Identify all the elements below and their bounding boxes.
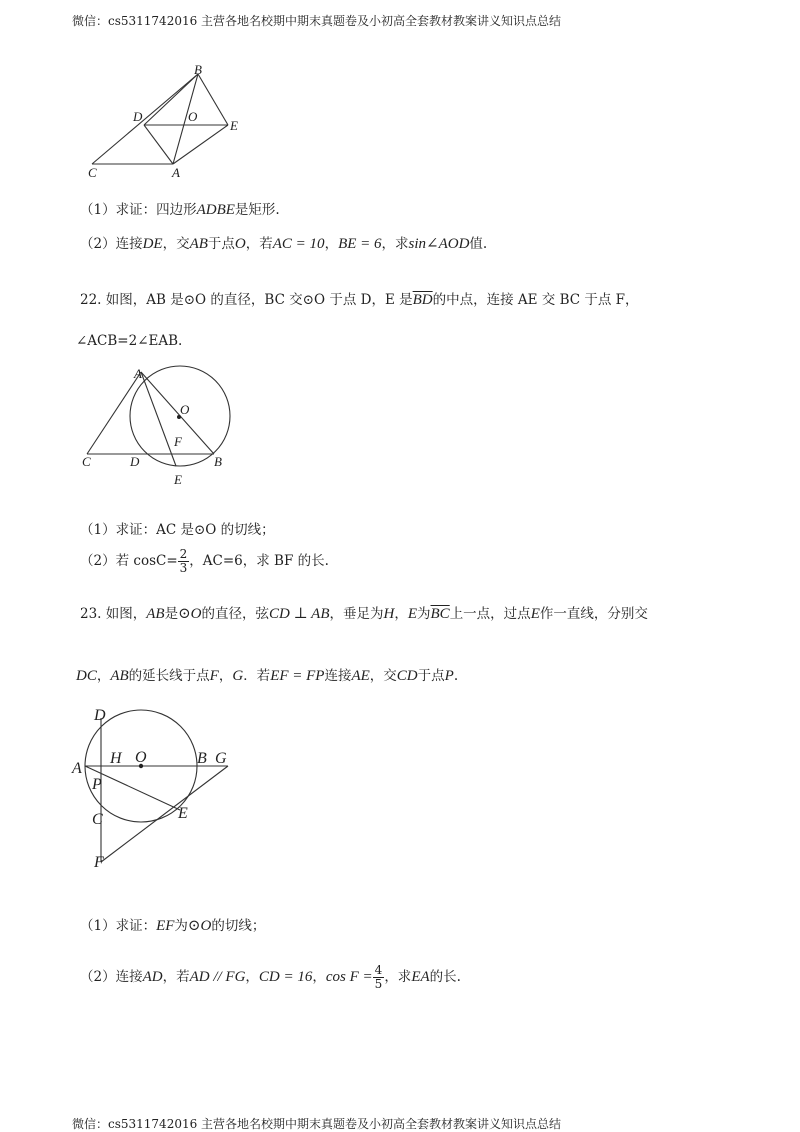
fig1-label-A: A — [172, 165, 180, 180]
fig3-label-H: H — [110, 750, 122, 767]
fig3-label-D: D — [94, 707, 106, 724]
fig1-label-E: E — [230, 118, 238, 133]
fig3-label-E: E — [178, 805, 188, 822]
fig1-label-C: C — [88, 165, 97, 180]
q23-stem-line2: DC，AB的延长线于点F，G．若EF = FP连接AE，交CD于点P. — [76, 668, 459, 684]
figure-circle-triangle — [80, 360, 250, 490]
fig2-label-D: D — [130, 454, 140, 469]
fig2-label-C: C — [82, 454, 91, 469]
q22-part2: （2）若 cosC= $\frac{2}{3}$ ，AC=6，求 BF 的长. — [80, 547, 329, 575]
fig3-label-P: P — [92, 776, 102, 793]
fig3-label-A: A — [72, 760, 82, 777]
figure-circle-tangent — [68, 700, 248, 880]
fig3-label-C: C — [92, 811, 103, 828]
q22-stem-line1: 22. 如图，AB 是⊙O 的直径，BC 交⊙O 于点 D，E 是$\overline{BD}$的中点，连接 AE 交 BC 于点 F， — [80, 292, 639, 308]
fig2-label-F: F — [174, 434, 182, 449]
q23-part2: （2）连接AD，若AD // FG，CD = 16，cos F = $\frac{4}{5}$ ，求EA的长. — [80, 963, 461, 991]
q22-fraction: $\frac{2}{3}$ — [179, 547, 188, 575]
q22-stem-line2: ∠ACB=2∠EAB. — [76, 333, 183, 349]
fig2-label-O: O — [180, 402, 190, 417]
figure-quadrilateral — [80, 64, 260, 184]
q23-fraction: $\frac{4}{5}$ — [374, 963, 383, 991]
fig2-label-A: A — [134, 366, 142, 381]
q23-part1: （1）求证：EF为⊙O的切线； — [80, 918, 266, 934]
fig2-label-E: E — [174, 472, 182, 487]
q21-part1: （1）求证：四边形ADBE是矩形. — [80, 202, 280, 218]
fig3-label-F: F — [94, 854, 104, 871]
fig3-label-G: G — [215, 750, 227, 767]
fig1-label-O: O — [188, 109, 198, 124]
fig2-label-B: B — [214, 454, 222, 469]
page-footer: 微信：cs5311742016 主营各地名校期中期末真题卷及小初高全套教材教案讲义知识点总结 — [72, 1117, 562, 1131]
q23-stem-line1: 23. 如图，AB是⊙O的直径，弦CD ⊥ AB，垂足为H，E为$\overline{BC}$上一点，过点E作一直线，分别交 — [80, 606, 648, 622]
q22-part1: （1）求证：AC 是⊙O 的切线； — [80, 522, 275, 538]
fig1-label-B: B — [194, 64, 202, 77]
q21-part2: （2）连接DE，交AB于点O，若AC = 10，BE = 6，求sin∠AOD值. — [80, 236, 488, 252]
page-header: 微信：cs5311742016 主营各地名校期中期末真题卷及小初高全套教材教案讲义知识点总结 — [72, 14, 562, 28]
fig3-label-B: B — [197, 750, 207, 767]
fig3-label-O: O — [135, 749, 147, 766]
fig1-label-D: D — [133, 109, 143, 124]
